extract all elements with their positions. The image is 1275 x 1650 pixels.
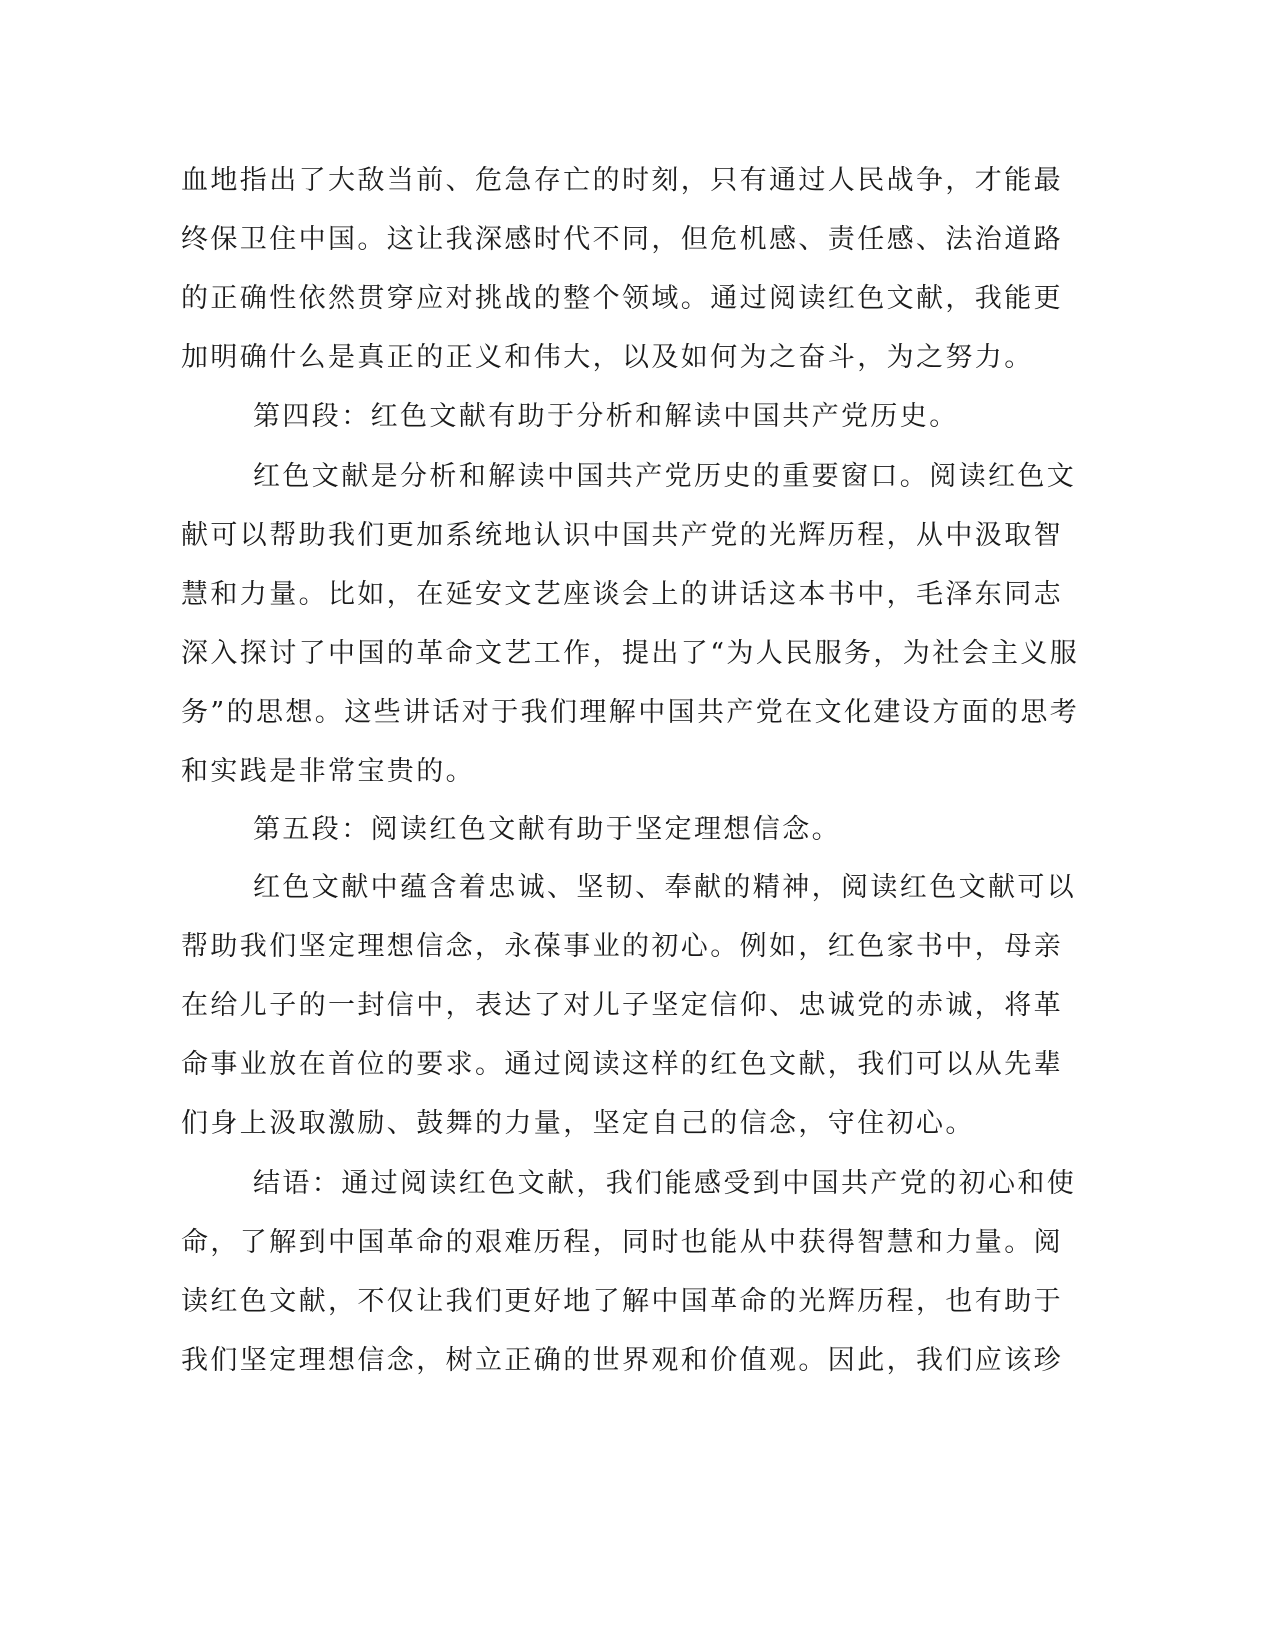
text-line: 加明确什么是真正的正义和伟大，以及如何为之奋斗，为之努力。 [181,342,1034,373]
text-line: 们身上汲取激励、鼓舞的力量，坚定自己的信念，守住初心。 [181,1108,975,1139]
text-line: 的正确性依然贯穿应对挑战的整个领域。通过阅读红色文献，我能更 [181,283,1063,314]
text-line: 红色文献中蕴含着忠诚、坚韧、奉献的精神，阅读红色文献可以 [253,872,1077,903]
section-heading-4 [181,387,1041,446]
text-line: 帮助我们坚定理想信念，永葆事业的初心。例如，红色家书中，母亲 [181,931,1063,962]
text-line: 红色文献是分析和解读中国共产党历史的重要窗口。阅读红色文 [253,461,1077,492]
paragraph-section-5 [181,858,1077,1153]
text-line: 深入探讨了中国的革命文艺工作，提出了“为人民服务，为社会主义服 [181,638,1080,669]
text-line: 慧和力量。比如，在延安文艺座谈会上的讲话这本书中，毛泽东同志 [181,579,1063,610]
paragraph-continuation [181,151,1063,387]
heading-text: 第五段：阅读红色文献有助于坚定理想信念。 [253,814,841,845]
text-line: 我们坚定理想信念，树立正确的世界观和价值观。因此，我们应该珍 [181,1345,1063,1376]
heading-text: 第四段：红色文献有助于分析和解读中国共产党历史。 [253,401,959,432]
text-line: 在给儿子的一封信中，表达了对儿子坚定信仰、忠诚党的赤诚，将革 [181,990,1063,1021]
text-line: 命事业放在首位的要求。通过阅读这样的红色文献，我们可以从先辈 [181,1049,1063,1080]
text-line: 血地指出了大敌当前、危急存亡的时刻，只有通过人民战争，才能最 [181,165,1063,196]
section-heading-5 [181,800,1041,859]
text-line: 务”的思想。这些讲话对于我们理解中国共产党在文化建设方面的思考 [181,697,1080,728]
text-line: 献可以帮助我们更加系统地认识中国共产党的光辉历程，从中汲取智 [181,520,1063,551]
paragraph-conclusion [181,1154,1077,1390]
paragraph-section-4 [181,447,1080,801]
text-line: 和实践是非常宝贵的。 [181,756,475,787]
text-line: 命，了解到中国革命的艰难历程，同时也能从中获得智慧和力量。阅 [181,1227,1063,1258]
text-line: 结语：通过阅读红色文献，我们能感受到中国共产党的初心和使 [253,1168,1077,1199]
text-line: 终保卫住中国。这让我深感时代不同，但危机感、责任感、法治道路 [181,224,1063,255]
text-line: 读红色文献，不仅让我们更好地了解中国革命的光辉历程，也有助于 [181,1286,1063,1317]
